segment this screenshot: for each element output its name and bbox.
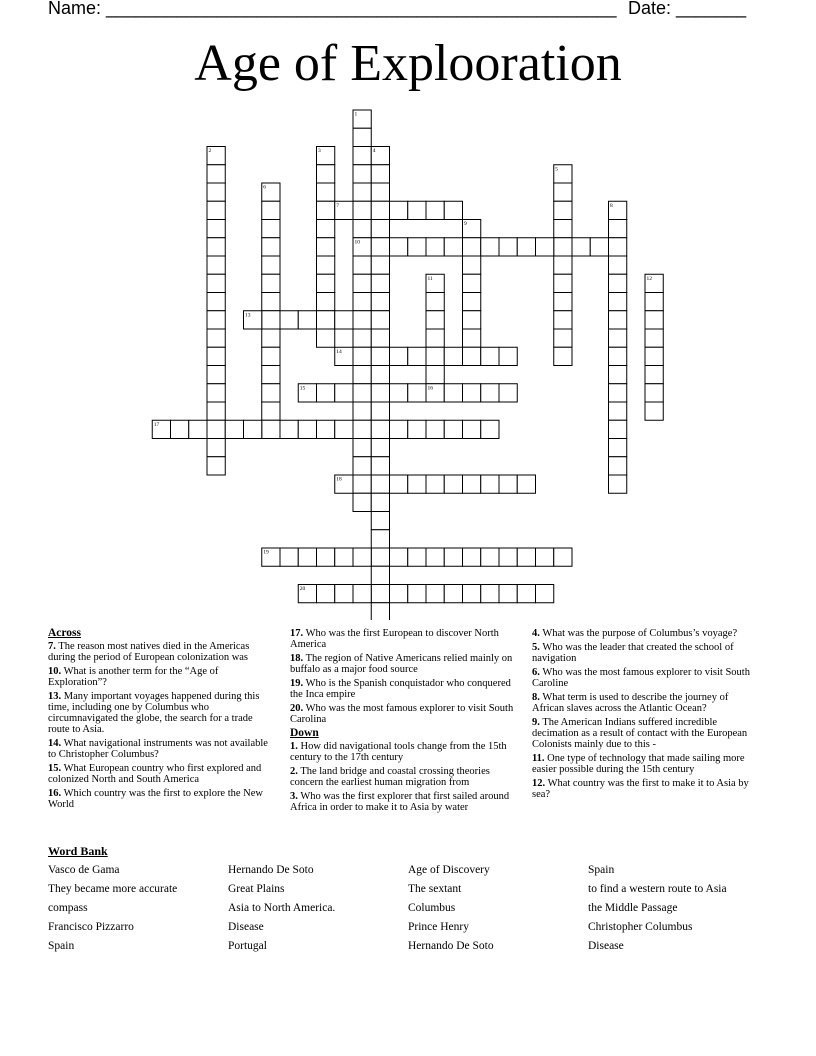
crossword-cell[interactable] xyxy=(371,384,389,402)
crossword-cell[interactable] xyxy=(426,238,444,256)
crossword-cell[interactable] xyxy=(262,274,280,292)
crossword-cell[interactable] xyxy=(371,274,389,292)
crossword-cell[interactable] xyxy=(426,201,444,219)
crossword-cell[interactable] xyxy=(426,420,444,438)
crossword-cell[interactable] xyxy=(645,311,663,329)
crossword-cell[interactable] xyxy=(262,366,280,384)
clue-down-9: 9. The American Indians suffered incredible decimation as a result of contact with the European Colonists mainly due to this - xyxy=(532,717,748,750)
crossword-cell[interactable] xyxy=(463,329,481,347)
clue-across-15: 15. What European country who first explored and colonized North and South America xyxy=(48,763,262,785)
crossword-cell[interactable] xyxy=(609,329,627,347)
crossword-cell[interactable] xyxy=(554,183,572,201)
crossword-cell[interactable] xyxy=(371,183,389,201)
crossword-cell[interactable] xyxy=(207,384,225,402)
name-field-label: Name: ___________________________________________________ xyxy=(48,0,617,18)
clue-down-3: 3. Who was the first explorer that first sailed around Africa in order to make it to Asia by water xyxy=(290,791,510,813)
crossword-cell[interactable] xyxy=(353,420,371,438)
crossword-cell[interactable] xyxy=(645,347,663,365)
crossword-cell[interactable] xyxy=(426,293,444,311)
across-clues-column-1 xyxy=(48,628,276,813)
clue-number-1: 1 xyxy=(354,111,358,118)
crossword-cell[interactable] xyxy=(317,256,335,274)
crossword-cell[interactable] xyxy=(481,420,499,438)
crossword-cell[interactable] xyxy=(390,585,408,603)
crossword-cell[interactable] xyxy=(262,293,280,311)
crossword-cell[interactable] xyxy=(371,366,389,384)
clue-number-6: 6 xyxy=(263,184,266,191)
crossword-cell[interactable] xyxy=(298,311,316,329)
crossword-cell[interactable] xyxy=(298,420,316,438)
crossword-cell[interactable] xyxy=(262,384,280,402)
crossword-cell[interactable] xyxy=(444,585,462,603)
crossword-cell[interactable] xyxy=(371,530,389,548)
crossword-cell[interactable] xyxy=(371,402,389,420)
clue-down-6: 6. Who was the most famous explorer to visit South Caroline xyxy=(532,667,750,689)
crossword-cell[interactable] xyxy=(463,475,481,493)
crossword-cell[interactable] xyxy=(262,347,280,365)
crossword-cell[interactable] xyxy=(390,420,408,438)
clue-number-13: 13 xyxy=(245,312,251,319)
crossword-cell[interactable] xyxy=(371,347,389,365)
crossword-cell[interactable] xyxy=(207,201,225,219)
crossword-cell[interactable] xyxy=(408,420,426,438)
crossword-cell[interactable] xyxy=(609,293,627,311)
clue-down-8: 8. What term is used to describe the journey of African slaves across the Atlantic Ocean? xyxy=(532,692,729,714)
crossword-cell[interactable] xyxy=(317,293,335,311)
clue-across-17: 17. Who was the first European to discover North America xyxy=(290,628,499,650)
crossword-cell[interactable] xyxy=(408,238,426,256)
crossword-cell[interactable] xyxy=(317,201,335,219)
down-clues-column-3 xyxy=(532,628,752,803)
crossword-cell[interactable] xyxy=(609,420,627,438)
crossword-cell[interactable] xyxy=(554,274,572,292)
crossword-cell[interactable] xyxy=(353,493,371,511)
crossword-cell[interactable] xyxy=(390,201,408,219)
crossword-cell[interactable] xyxy=(371,165,389,183)
crossword-cell[interactable] xyxy=(554,238,572,256)
clue-number-15: 15 xyxy=(299,385,306,392)
word-bank-item: Great Plains xyxy=(228,883,285,895)
date-field-label: Date: _______ xyxy=(628,0,747,18)
crossword-cell[interactable] xyxy=(207,183,225,201)
crossword-cell[interactable] xyxy=(426,311,444,329)
crossword-cell[interactable] xyxy=(536,585,554,603)
crossword-cell[interactable] xyxy=(353,366,371,384)
crossword-cell[interactable] xyxy=(481,475,499,493)
crossword-cell[interactable] xyxy=(262,420,280,438)
crossword-cell[interactable] xyxy=(481,384,499,402)
crossword-cell[interactable] xyxy=(426,347,444,365)
clue-number-19: 19 xyxy=(263,549,269,556)
crossword-cell[interactable] xyxy=(463,347,481,365)
crossword-cell[interactable] xyxy=(645,293,663,311)
word-bank-heading: Word Bank xyxy=(48,844,108,858)
crossword-cell[interactable] xyxy=(463,256,481,274)
crossword-cell[interactable] xyxy=(499,548,517,566)
crossword-cell[interactable] xyxy=(463,384,481,402)
crossword-cell[interactable] xyxy=(371,585,389,603)
crossword-cell[interactable] xyxy=(207,329,225,347)
crossword-cell[interactable] xyxy=(390,548,408,566)
word-bank-item: Columbus xyxy=(408,902,456,914)
crossword-cell[interactable] xyxy=(463,548,481,566)
crossword-cell[interactable] xyxy=(225,420,243,438)
clue-across-16: 16. Which country was the first to explore the New World xyxy=(48,788,264,810)
clues-column-2 xyxy=(290,628,522,816)
crossword-cell[interactable] xyxy=(317,311,335,329)
crossword-cell[interactable] xyxy=(244,420,262,438)
crossword-cell[interactable] xyxy=(317,329,335,347)
crossword-cell[interactable] xyxy=(280,311,298,329)
crossword-cell[interactable] xyxy=(371,548,389,566)
word-bank-item: Disease xyxy=(228,921,264,933)
crossword-cell[interactable] xyxy=(554,201,572,219)
crossword-cell[interactable] xyxy=(481,347,499,365)
crossword-cell[interactable] xyxy=(353,585,371,603)
crossword-cell[interactable] xyxy=(609,311,627,329)
crossword-cell[interactable] xyxy=(207,256,225,274)
word-bank-item: Francisco Pizzarro xyxy=(48,921,134,933)
crossword-cell[interactable] xyxy=(298,548,316,566)
word-bank-item: Spain xyxy=(48,940,75,952)
clue-number-9: 9 xyxy=(464,221,467,227)
word-bank-item: The sextant xyxy=(408,883,462,895)
crossword-cell[interactable] xyxy=(390,347,408,365)
crossword-cell[interactable] xyxy=(645,366,663,384)
crossword-cell[interactable] xyxy=(499,475,517,493)
clue-number-5: 5 xyxy=(555,166,558,173)
page-title: Age of Explooration xyxy=(194,35,622,92)
crossword-cell[interactable] xyxy=(335,548,353,566)
crossword-cell[interactable] xyxy=(426,475,444,493)
crossword-cell[interactable] xyxy=(280,420,298,438)
crossword-cell[interactable] xyxy=(609,402,627,420)
crossword-cell[interactable] xyxy=(335,311,353,329)
crossword-cell[interactable] xyxy=(554,347,572,365)
crossword-cell[interactable] xyxy=(645,329,663,347)
crossword-cell[interactable] xyxy=(353,256,371,274)
word-bank-item: Hernando De Soto xyxy=(408,940,494,952)
word-bank-item: Spain xyxy=(588,864,615,876)
crossword-cell[interactable] xyxy=(353,384,371,402)
word-bank-item: Portugal xyxy=(228,940,267,952)
crossword-cell[interactable] xyxy=(444,548,462,566)
word-bank-item: Prince Henry xyxy=(408,921,469,933)
crossword-cell[interactable] xyxy=(645,402,663,420)
word-bank-item: Age of Discovery xyxy=(408,864,490,876)
clue-across-14: 14. What navigational instruments was not available to Christopher Columbus? xyxy=(48,738,268,760)
clue-number-11: 11 xyxy=(427,275,433,282)
crossword-cell[interactable] xyxy=(353,274,371,292)
crossword-cell[interactable] xyxy=(481,548,499,566)
crossword-cell[interactable] xyxy=(499,585,517,603)
down-heading: Down xyxy=(290,727,319,739)
crossword-cell[interactable] xyxy=(572,238,590,256)
crossword-cell[interactable] xyxy=(317,220,335,238)
crossword-cell[interactable] xyxy=(463,293,481,311)
word-bank-item: compass xyxy=(48,902,88,914)
crossword-cell[interactable] xyxy=(517,238,535,256)
clue-number-14: 14 xyxy=(336,348,342,355)
crossword-cell[interactable] xyxy=(609,347,627,365)
crossword-cell[interactable] xyxy=(371,493,389,511)
crossword-cell[interactable] xyxy=(444,475,462,493)
crossword-cell[interactable] xyxy=(371,293,389,311)
crossword-cell[interactable] xyxy=(207,238,225,256)
clue-across-20: 20. Who was the most famous explorer to visit South Carolina xyxy=(290,703,514,725)
crossword-cell[interactable] xyxy=(262,256,280,274)
crossword-cell[interactable] xyxy=(590,238,608,256)
crossword-cell[interactable] xyxy=(554,548,572,566)
crossword-cell[interactable] xyxy=(536,548,554,566)
crossword-cell[interactable] xyxy=(444,238,462,256)
clue-down-1: 1. How did navigational tools change from the 15th century to the 17th century xyxy=(290,741,507,763)
crossword-cell[interactable] xyxy=(317,238,335,256)
crossword-cell[interactable] xyxy=(371,220,389,238)
crossword-cell[interactable] xyxy=(481,238,499,256)
crossword-cell[interactable] xyxy=(554,293,572,311)
crossword-cell[interactable] xyxy=(408,585,426,603)
crossword-cell[interactable] xyxy=(609,220,627,238)
crossword-cell[interactable] xyxy=(536,238,554,256)
crossword-cell[interactable] xyxy=(317,548,335,566)
crossword-cell[interactable] xyxy=(408,384,426,402)
crossword-cell[interactable] xyxy=(517,585,535,603)
crossword-cell[interactable] xyxy=(189,420,207,438)
crossword-cell[interactable] xyxy=(335,420,353,438)
crossword-cell[interactable] xyxy=(353,220,371,238)
crossword-cell[interactable] xyxy=(390,475,408,493)
crossword-cell[interactable] xyxy=(609,274,627,292)
crossword-cell[interactable] xyxy=(390,384,408,402)
crossword-cell[interactable] xyxy=(463,420,481,438)
crossword-cell[interactable] xyxy=(390,238,408,256)
crossword-cell[interactable] xyxy=(517,548,535,566)
crossword-cell[interactable] xyxy=(335,585,353,603)
word-bank-item: They became more accurate xyxy=(48,883,178,895)
word-bank-item: Vasco de Gama xyxy=(48,864,120,876)
clue-across-10: 10. What is another term for the “Age of Exploration”? xyxy=(48,666,219,688)
clue-number-20: 20 xyxy=(299,586,306,592)
crossword-cell[interactable] xyxy=(408,201,426,219)
crossword-cell[interactable] xyxy=(499,347,517,365)
crossword-cell[interactable] xyxy=(371,512,389,530)
clue-number-10: 10 xyxy=(354,239,360,246)
clue-number-8: 8 xyxy=(610,202,613,209)
crossword-cell[interactable] xyxy=(609,475,627,493)
crossword-cell[interactable] xyxy=(353,201,371,219)
crossword-cell[interactable] xyxy=(207,165,225,183)
clue-across-19: 19. Who is the Spanish conquistador who conquered the Inca empire xyxy=(290,678,511,700)
across-heading: Across xyxy=(48,627,82,639)
crossword-cell[interactable] xyxy=(335,384,353,402)
crossword-cell[interactable] xyxy=(609,384,627,402)
crossword-cell[interactable] xyxy=(609,238,627,256)
crossword-cell[interactable] xyxy=(207,293,225,311)
crossword-cell[interactable] xyxy=(262,238,280,256)
crossword-cell[interactable] xyxy=(353,165,371,183)
crossword-cell[interactable] xyxy=(353,293,371,311)
crossword-cell[interactable] xyxy=(353,347,371,365)
clue-number-4: 4 xyxy=(372,148,376,154)
crossword-cell[interactable] xyxy=(371,311,389,329)
crossword-cell[interactable] xyxy=(353,128,371,146)
word-bank-item: Christopher Columbus xyxy=(588,921,693,933)
crossword-cell[interactable] xyxy=(317,274,335,292)
crossword-cell[interactable] xyxy=(262,329,280,347)
crossword-cell[interactable] xyxy=(554,329,572,347)
clue-number-17: 17 xyxy=(153,421,160,428)
crossword-cell[interactable] xyxy=(353,439,371,457)
clue-number-12: 12 xyxy=(646,275,652,282)
crossword-cell[interactable] xyxy=(262,311,280,329)
crossword-cell[interactable] xyxy=(371,420,389,438)
crossword-cell[interactable] xyxy=(609,366,627,384)
crossword-cell[interactable] xyxy=(207,274,225,292)
crossword-cell[interactable] xyxy=(262,402,280,420)
crossword-cell[interactable] xyxy=(317,165,335,183)
crossword-cell[interactable] xyxy=(280,548,298,566)
clue-number-3: 3 xyxy=(318,148,321,154)
crossword-cell[interactable] xyxy=(444,201,462,219)
clue-across-18: 18. The region of Native Americans relied mainly on buffalo as a major food source xyxy=(290,653,513,675)
crossword-cell[interactable] xyxy=(371,457,389,475)
word-bank-item: Asia to North America. xyxy=(228,902,336,914)
crossword-cell[interactable] xyxy=(371,566,389,584)
crossword-cell[interactable] xyxy=(207,420,225,438)
crossword-cell[interactable] xyxy=(463,311,481,329)
crossword-cell[interactable] xyxy=(554,220,572,238)
crossword-cell[interactable] xyxy=(408,548,426,566)
crossword-cell[interactable] xyxy=(171,420,189,438)
crossword-cell[interactable] xyxy=(463,585,481,603)
crossword-cell[interactable] xyxy=(353,147,371,165)
word-bank-item: Disease xyxy=(588,940,624,952)
crossword-cell[interactable] xyxy=(426,548,444,566)
crossword-cell[interactable] xyxy=(371,439,389,457)
crossword-cell[interactable] xyxy=(517,475,535,493)
clue-number-16: 16 xyxy=(427,385,433,392)
crossword-cell[interactable] xyxy=(353,183,371,201)
crossword-cell[interactable] xyxy=(207,220,225,238)
crossword-cell[interactable] xyxy=(353,311,371,329)
word-bank-item: Hernando De Soto xyxy=(228,864,314,876)
crossword-cell[interactable] xyxy=(444,384,462,402)
crossword-cell[interactable] xyxy=(353,475,371,493)
clue-down-2: 2. The land bridge and coastal crossing theories concern the earliest human migration from xyxy=(290,766,490,788)
crossword-cell[interactable] xyxy=(207,311,225,329)
clue-down-12: 12. What country was the first to make it to Asia by sea? xyxy=(532,778,749,800)
crossword-cell[interactable] xyxy=(207,457,225,475)
clue-number-7: 7 xyxy=(336,202,339,209)
crossword-cell[interactable] xyxy=(444,347,462,365)
crossword-cell[interactable] xyxy=(317,384,335,402)
crossword-cell[interactable] xyxy=(371,603,389,620)
crossword-cell[interactable] xyxy=(262,201,280,219)
clue-down-11: 11. One type of technology that made sailing more easier possible during the 15th century xyxy=(532,753,745,775)
crossword-cell[interactable] xyxy=(353,402,371,420)
crossword-cell[interactable] xyxy=(353,457,371,475)
clue-across-7: 7. The reason most natives died in the Americas during the period of European colonization was xyxy=(48,641,250,663)
crossword-cell[interactable] xyxy=(408,475,426,493)
crossword-cell[interactable] xyxy=(207,439,225,457)
crossword-cell[interactable] xyxy=(463,238,481,256)
crossword-cell[interactable] xyxy=(317,420,335,438)
clue-number-18: 18 xyxy=(336,476,342,483)
crossword-cell[interactable] xyxy=(207,402,225,420)
crossword-cell[interactable] xyxy=(499,238,517,256)
crossword-cell[interactable] xyxy=(554,311,572,329)
crossword-cell[interactable] xyxy=(463,274,481,292)
crossword-cell[interactable] xyxy=(645,384,663,402)
clue-across-13: 13. Many important voyages happened during this time, including one by Columbus who circumnavigated the globe, the search for a trade route to Asia. xyxy=(48,691,260,735)
crossword-cell[interactable] xyxy=(371,256,389,274)
crossword-cell[interactable] xyxy=(426,366,444,384)
crossword-cell[interactable] xyxy=(353,548,371,566)
crossword-cell[interactable] xyxy=(426,329,444,347)
crossword-cell[interactable] xyxy=(609,439,627,457)
crossword-cell[interactable] xyxy=(481,585,499,603)
clue-number-2: 2 xyxy=(208,148,212,154)
crossword-cell[interactable] xyxy=(207,347,225,365)
clue-down-4: 4. What was the purpose of Columbus’s voyage? xyxy=(532,628,738,639)
crossword-cell[interactable] xyxy=(371,329,389,347)
crossword-cell[interactable] xyxy=(262,220,280,238)
crossword-cell[interactable] xyxy=(609,256,627,274)
crossword-cell[interactable] xyxy=(207,366,225,384)
word-bank-item: to find a western route to Asia xyxy=(588,883,727,895)
crossword-cell[interactable] xyxy=(317,585,335,603)
crossword-cell[interactable] xyxy=(353,329,371,347)
crossword-cell[interactable] xyxy=(371,201,389,219)
crossword-cell[interactable] xyxy=(444,420,462,438)
clue-down-5: 5. Who was the leader that created the school of navigation xyxy=(532,642,734,664)
crossword-cell[interactable] xyxy=(554,256,572,274)
crossword-cell[interactable] xyxy=(408,347,426,365)
crossword-cell[interactable] xyxy=(371,238,389,256)
word-bank-item: the Middle Passage xyxy=(588,902,678,914)
crossword-cell[interactable] xyxy=(317,183,335,201)
crossword-cell[interactable] xyxy=(371,475,389,493)
crossword-cell[interactable] xyxy=(499,384,517,402)
crossword-cell[interactable] xyxy=(609,457,627,475)
crossword-cell[interactable] xyxy=(426,585,444,603)
